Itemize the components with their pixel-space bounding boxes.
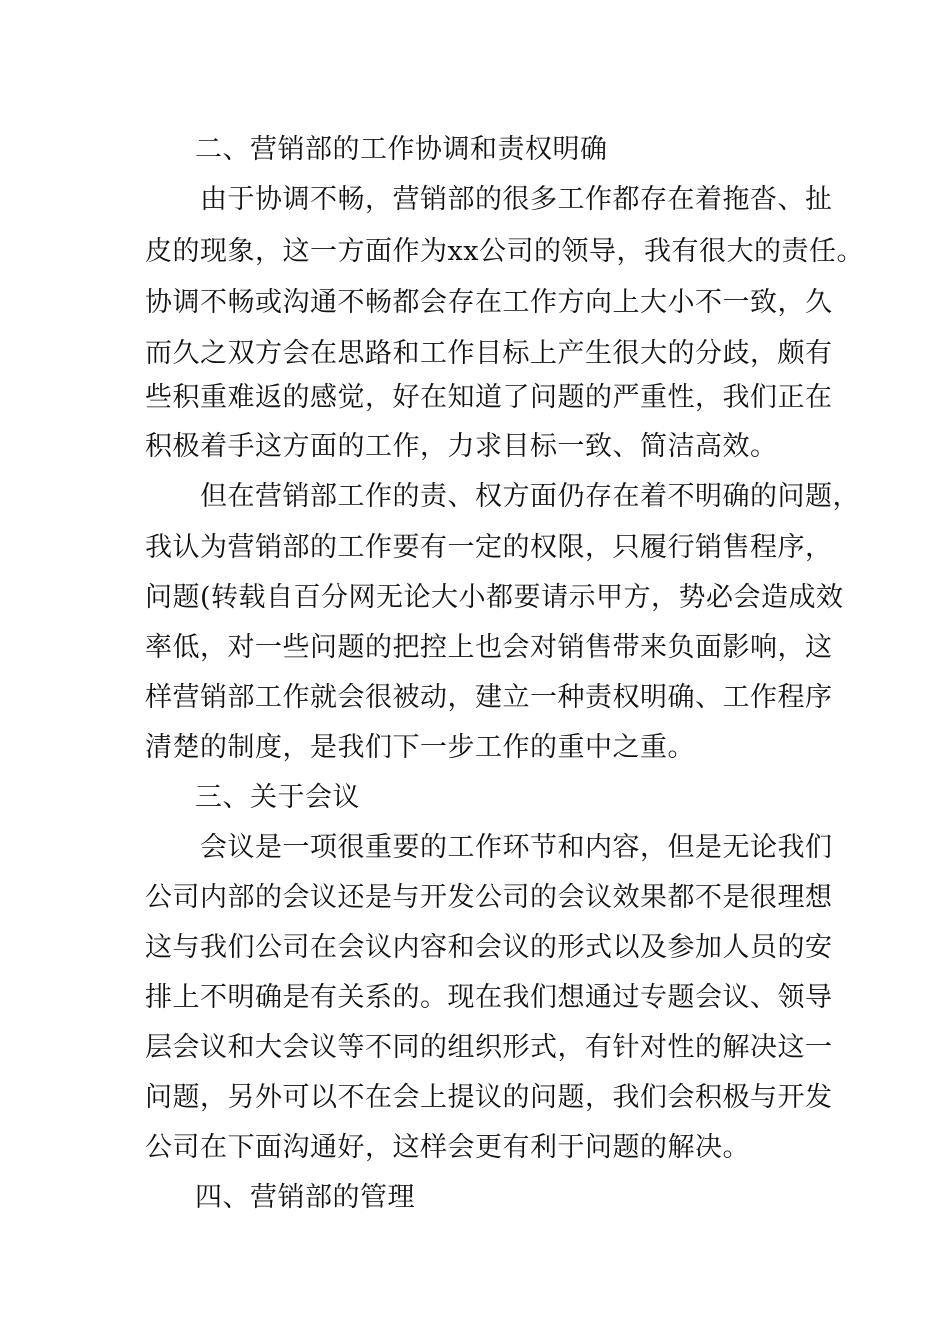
paragraph-line: 排上不明确是有关系的。现在我们想通过专题会议、领导 — [145, 982, 833, 1013]
paragraph-line: 我认为营销部的工作要有一定的权限，只履行销售程序， — [145, 532, 833, 563]
paragraph-line: 积极着手这方面的工作，力求目标一致、简洁高效。 — [145, 431, 778, 462]
paragraph-line: 协调不畅或沟通不畅都会存在工作方向上大小不一致，久 — [145, 287, 833, 318]
paragraph-line: 些积重难返的感觉，好在知道了问题的严重性，我们正在 — [145, 382, 833, 413]
paragraph-line: 清楚的制度，是我们下一步工作的重中之重。 — [145, 732, 695, 763]
paragraph-line: 这与我们公司在会议内容和会议的形式以及参加人员的安 — [145, 932, 833, 963]
paragraph-line: 而久之双方会在思路和工作目标上产生很大的分歧，颇有 — [145, 338, 833, 369]
paragraph-line: 问题(转载自百分网无论大小都要请示甲方，势必会造成效 — [145, 582, 844, 613]
paragraph-line: 公司内部的会议还是与开发公司的会议效果都不是很理想 — [145, 882, 833, 913]
paragraph-line: 由于协调不畅，营销部的很多工作都存在着拖沓、扯 — [200, 184, 833, 215]
paragraph-line: 皮的现象，这一方面作为xx公司的领导，我有很大的责任。 — [145, 236, 864, 267]
paragraph-line: 但在营销部工作的责、权方面仍存在着不明确的问题， — [200, 481, 860, 512]
section-heading-2: 二、营销部的工作协调和责权明确 — [195, 134, 608, 165]
paragraph-line: 层会议和大会议等不同的组织形式，有针对性的解决这一 — [145, 1032, 833, 1063]
paragraph-line: 样营销部工作就会很被动，建立一种责权明确、工作程序 — [145, 682, 833, 713]
paragraph-line: 公司在下面沟通好，这样会更有利于问题的解决。 — [145, 1132, 750, 1163]
section-heading-4: 四、营销部的管理 — [195, 1182, 415, 1213]
paragraph-line: 问题，另外可以不在会上提议的问题，我们会积极与开发 — [145, 1082, 833, 1113]
section-heading-3: 三、关于会议 — [195, 782, 360, 813]
paragraph-line: 会议是一项很重要的工作环节和内容，但是无论我们 — [200, 832, 833, 863]
paragraph-line: 率低，对一些问题的把控上也会对销售带来负面影响，这 — [145, 632, 833, 663]
